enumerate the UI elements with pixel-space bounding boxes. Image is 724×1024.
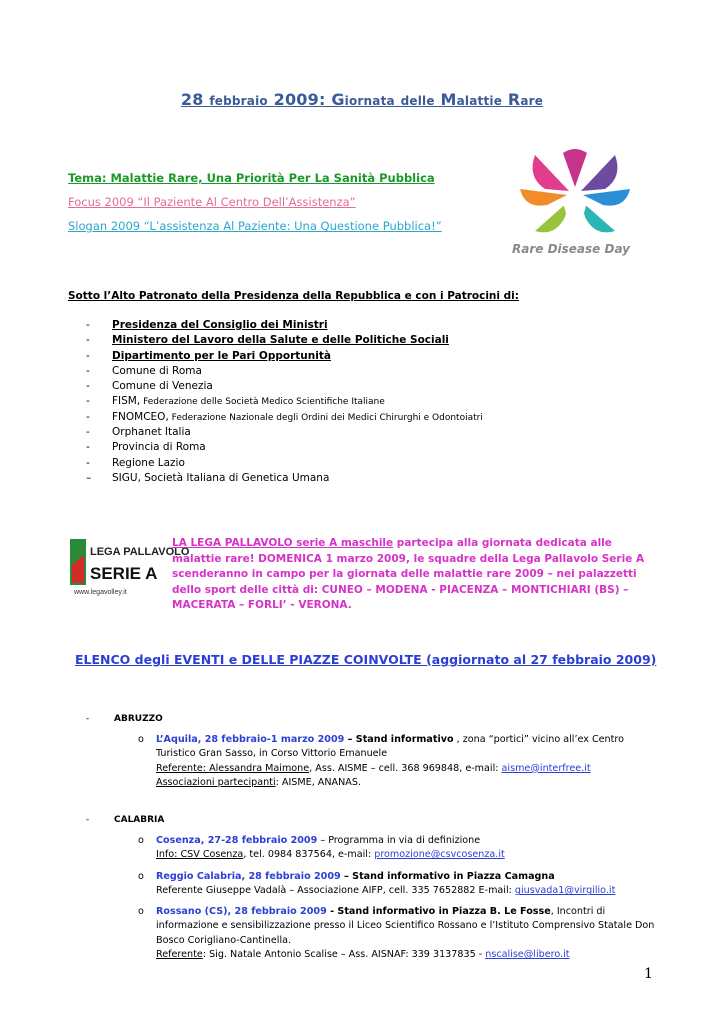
patron-item: - FNOMCEO, Federazione Nazionale degli Ordini dei Medici Chirurghi e Odontoiatri bbox=[86, 410, 483, 423]
page-number: 1 bbox=[644, 966, 653, 982]
email-link[interactable]: nscalise@libero.it bbox=[485, 949, 570, 961]
patronage-heading: Sotto l’Alto Patronato della Presidenza della Repubblica e con i Patrocini di: bbox=[68, 290, 519, 302]
event-rossano: o Rossano (CS), 28 febbraio 2009 - Stand informativo in Piazza B. Le Fosse, Incontri di informazione e sensibilizzazione presso il Liceo Scientifico Rossano e l’Istituto Comprensivo Statale Don Bosco Corigliano-Cantinella. Referente: Sig. Natale Antonio Scalise – Ass. AISNAF: 339 3137835 - nscalise@libero.it bbox=[138, 906, 655, 961]
patron-list bbox=[86, 318, 483, 486]
patron-item: - Dipartimento per le Pari Opportunità bbox=[86, 349, 331, 362]
patron-item: - Regione Lazio bbox=[86, 456, 185, 469]
lega-link[interactable]: LA LEGA PALLAVOLO serie A maschile bbox=[172, 537, 394, 549]
events-heading: ELENCO degli EVENTI e DELLE PIAZZE COINVOLTE (aggiornato al 27 febbraio 2009) bbox=[75, 652, 657, 667]
slogan-line: Slogan 2009 “L’assistenza Al Paziente: Una Questione Pubblica!” bbox=[68, 219, 442, 233]
event-reggio: o Reggio Calabria, 28 febbraio 2009 – Stand informativo in Piazza Camagna Referente Giuseppe Vadalà – Associazione AIFP, cell. 335 7652882 E-mail: giusvada1@virgilio.it bbox=[138, 871, 616, 897]
email-link[interactable]: giusvada1@virgilio.it bbox=[514, 885, 616, 897]
patron-item: - Orphanet Italia bbox=[86, 426, 191, 439]
event-aquila: o L’Aquila, 28 febbraio-1 marzo 2009 – Stand informativo , zona “portici” vicino all’ex Centro Turistico Gran Sasso, in Corso Vittorio Emanuele Referente: Alessandra Maimone, Ass. AISME – cell. 368 969848, e-mail: aisme@interfree.it Associazioni partecipanti: AISME, ANANAS. bbox=[138, 734, 624, 789]
patron-item: - Ministero del Lavoro della Salute e delle Politiche Sociali bbox=[86, 334, 449, 347]
patron-item: – SIGU, Società Italiana di Genetica Umana bbox=[86, 471, 330, 484]
email-link[interactable]: aisme@interfree.it bbox=[501, 762, 591, 774]
patron-item: - FISM, Federazione delle Società Medico Scientifiche Italiane bbox=[86, 395, 385, 408]
lega-pallavolo-logo bbox=[68, 535, 190, 597]
lega-announcement: LA LEGA PALLAVOLO serie A maschile partecipa alla giornata dedicata alle malattie rare! DOMENICA 1 marzo 2009, le squadre della Lega Pallavolo Serie A scenderanno in campo per la giornata delle malattie rare 2009 – nei palazzetti dello sport delle città di: CUNEO – MODENA - PIACENZA – MONTICHIARI (BS) – MACERATA – FORLI’ - VERONA. bbox=[172, 537, 645, 611]
patron-item: - Provincia di Roma bbox=[86, 441, 206, 454]
patron-item: - Presidenza del Consiglio dei Ministri bbox=[86, 319, 328, 331]
lega-logo-serie: SERIE A bbox=[90, 564, 158, 583]
page-title: 28 febbraio 2009: Giornata delle Malattie Rare bbox=[180, 90, 544, 109]
focus-line: Focus 2009 “Il Paziente Al Centro Dell’Assistenza” bbox=[68, 195, 356, 209]
region-abruzzo: - ABRUZZO bbox=[86, 714, 163, 724]
event-cosenza: o Cosenza, 27-28 febbraio 2009 – Programma in via di definizione Info: CSV Cosenza, tel. 0984 837564, e-mail: promozione@csvcosenza.it bbox=[138, 835, 505, 861]
logo-caption: Rare Disease Day bbox=[512, 242, 630, 256]
region-calabria: - CALABRIA bbox=[86, 815, 165, 825]
lega-logo-text: LEGA PALLAVOLO bbox=[90, 546, 190, 558]
patron-item: - Comune di Venezia bbox=[86, 380, 213, 393]
theme-line: Tema: Malattie Rare, Una Priorità Per La Sanità Pubblica bbox=[68, 171, 435, 185]
lega-logo-url: www.legavolley.it bbox=[74, 589, 127, 596]
patron-item: - Comune di Roma bbox=[86, 364, 202, 377]
email-link[interactable]: promozione@csvcosenza.it bbox=[374, 849, 505, 861]
